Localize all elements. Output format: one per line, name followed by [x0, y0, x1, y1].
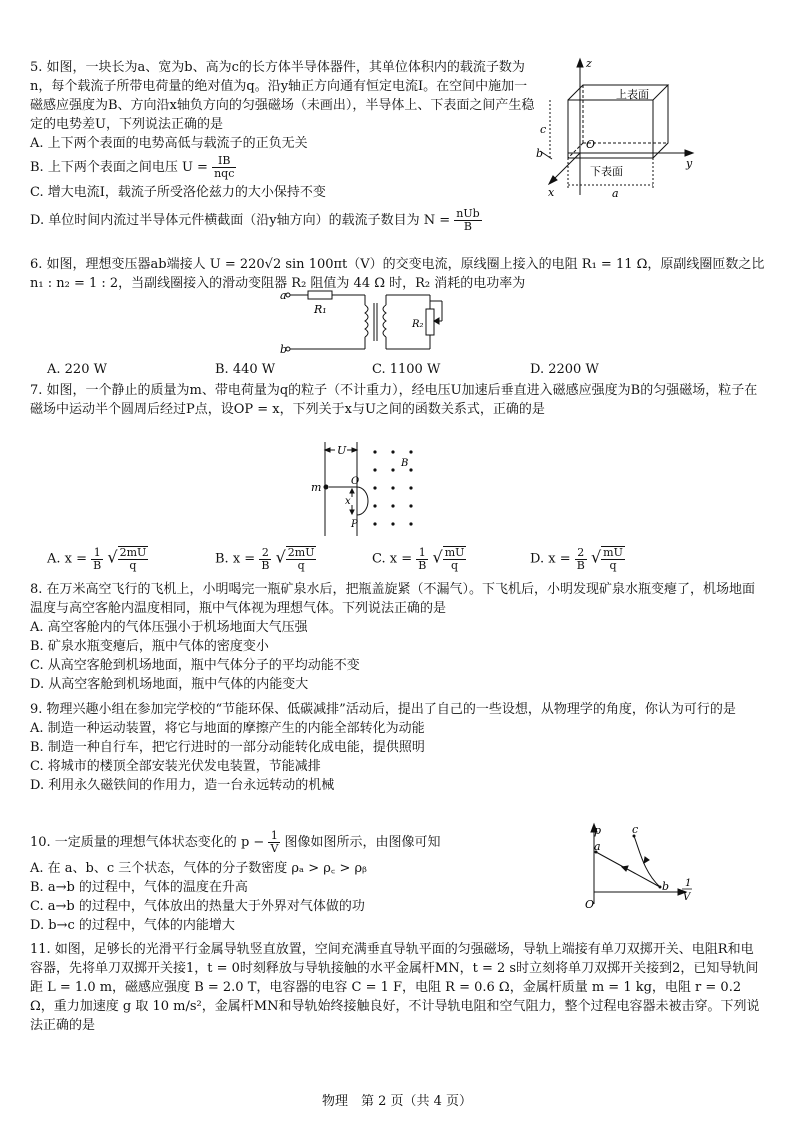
- label-x: x: [548, 186, 555, 199]
- option-c: C. 将城市的楼顶全部安装光伏发电装置，节能减排: [30, 759, 321, 774]
- fraction-denominator: q: [297, 559, 305, 572]
- sqrt-icon: √: [107, 547, 118, 567]
- question-11: [30, 940, 765, 1035]
- option-c: C. 增大电流I，载流子所受洛伦兹力的大小保持不变: [30, 185, 326, 200]
- option-label: C. x =: [372, 551, 413, 567]
- sqrt-icon: √: [432, 547, 443, 567]
- stem-suffix: 图像如图所示，由图像可知: [284, 835, 441, 850]
- page-footer: 物理 第 2 页（共 4 页）: [321, 1094, 473, 1109]
- option-d: [530, 546, 625, 572]
- label-b: b: [280, 343, 288, 356]
- option-a: A. 制造一种运动装置，将它与地面的摩擦产生的内能全部转化为动能: [30, 721, 425, 736]
- label-c: c: [632, 823, 639, 836]
- root-fraction: [286, 546, 317, 572]
- option-d: D. b→c 的过程中，气体的内能增大: [30, 918, 235, 933]
- option-b: B. 矿泉水瓶变瘪后，瓶中气体的密度变小: [30, 639, 269, 654]
- label-b: b: [536, 147, 544, 160]
- option-d: [30, 208, 535, 233]
- question-8: [30, 580, 765, 694]
- label-u: U: [337, 444, 347, 457]
- option-label: D. x =: [530, 551, 571, 567]
- fraction-denominator: B: [463, 220, 472, 233]
- fraction-denominator: B: [261, 558, 270, 572]
- coef-fraction: [91, 547, 103, 572]
- root-fraction: [118, 546, 149, 572]
- label-p: p: [594, 824, 602, 837]
- fraction-denominator: B: [418, 558, 427, 572]
- label-o: O: [351, 476, 360, 487]
- stem-fraction: [268, 830, 280, 855]
- option-d-fraction: [454, 208, 481, 233]
- fraction-numerator: 1: [91, 547, 103, 560]
- root-fraction: [601, 546, 625, 572]
- question-10: [30, 830, 570, 935]
- option-b: B. a→b 的过程中，气体的温度在升高: [30, 880, 248, 895]
- fraction-denominator: B: [93, 558, 102, 572]
- fraction-denominator: q: [129, 559, 137, 572]
- fraction-numerator: mU: [444, 546, 465, 559]
- option-a: A. 在 a、b、c 三个状态，气体的分子数密度 ρₐ > ρ꜀ > ρᵦ: [30, 861, 367, 876]
- fraction-denominator: V: [270, 842, 279, 855]
- option-c: C. 从高空客舱到机场地面，瓶中气体分子的平均动能不变: [30, 658, 360, 673]
- fraction-numerator: 1: [268, 830, 280, 843]
- fraction-numerator: 1: [416, 547, 428, 560]
- label-origin: O: [585, 898, 595, 911]
- fraction-numerator: mU: [603, 546, 623, 559]
- option-d-label: D. 单位时间内流过半导体元件横截面（沿y轴方向）的载流子数目为 N =: [30, 213, 451, 228]
- figure-q10-p-inverse-v-graph: [582, 822, 707, 914]
- fraction-denominator: q: [609, 559, 617, 572]
- fraction-numerator: 2: [575, 547, 587, 560]
- question-9: [30, 700, 765, 795]
- fraction-numerator: 2: [259, 547, 271, 560]
- option-d: D. 2200 W: [530, 362, 599, 377]
- option-b: B. 440 W: [215, 362, 276, 377]
- label-p: P: [351, 519, 358, 530]
- option-b-fraction: [212, 155, 236, 180]
- label-a: a: [594, 840, 601, 853]
- label-m: m: [311, 481, 322, 494]
- coef-fraction: [259, 547, 271, 572]
- fraction-numerator: 2mU: [287, 546, 315, 559]
- label-b: B: [401, 458, 409, 469]
- coef-fraction: [575, 547, 587, 572]
- option-d: D. 利用永久磁铁间的作用力，造一台永远转动的机械: [30, 778, 335, 793]
- sqrt-icon: √: [590, 547, 602, 567]
- fraction-numerator: 2mU: [119, 546, 147, 559]
- sqrt-icon: √: [275, 547, 286, 567]
- question-stem: 9. 物理兴趣小组在参加完学校的“节能环保、低碳减排”活动后，提出了自己的一些设想，从物理学的角度，你认为可行的是: [30, 702, 736, 717]
- option-b: B. 制造一种自行车，把它行进时的一部分动能转化成电能，提供照明: [30, 740, 425, 755]
- label-a: a: [280, 289, 287, 302]
- fraction-denominator: B: [576, 558, 585, 572]
- label-origin: O: [586, 138, 596, 151]
- question-stem: 6. 如图，理想变压器ab端接人 U = 220√2 sin 100πt（V）的交变电流，原线圈上接入的电阻 R₁ = 11 Ω，原副线圈匝数之比 n₁ : n₂ = 1 : 2，当副线圈接入的滑动变阻器 R₂ 阻值为 44 Ω 时，R₂ 消耗的电功率为: [30, 257, 765, 291]
- label-a: a: [612, 187, 619, 200]
- option-b-label: B. 上下两个表面之间电压 U =: [30, 160, 208, 175]
- option-b: [215, 546, 316, 572]
- option-label: B. x =: [215, 551, 256, 567]
- figure-q6-transformer: [280, 285, 465, 357]
- label-top-surface: 上表面: [616, 88, 649, 101]
- question-7: [30, 381, 765, 419]
- fraction-numerator: IB: [212, 155, 236, 168]
- fraction-numerator: nUb: [456, 207, 480, 220]
- label-c: c: [540, 123, 547, 136]
- fraction-denominator: q: [451, 559, 459, 572]
- label-b: b: [662, 880, 670, 893]
- axis-numerator: 1: [685, 878, 692, 889]
- label-r2: R₂: [412, 319, 424, 330]
- coef-fraction: [416, 547, 428, 572]
- option-a: A. 高空客舱内的气体压强小于机场地面大气压强: [30, 620, 308, 635]
- question-stem: 7. 如图，一个静止的质量为m、带电荷量为q的粒子（不计重力），经电压U加速后垂直进入磁感应强度为B的匀强磁场，粒子在磁场中运动半个圆周后经过P点，设OP = x，下列关于x与U之间的函数关系式，正确的是: [30, 383, 758, 417]
- figure-q7-magnetic-field: [305, 440, 435, 540]
- root-fraction: [443, 546, 467, 572]
- figure-q5-semiconductor-block: [528, 55, 703, 205]
- question-stem: 5. 如图，一块长为a、宽为b、高为c的长方体半导体器件，其单位体积内的载流子数为n，每个载流子所带电荷量的绝对值为q。沿y轴正方向通有恒定电流I。在空间中施加一磁感应强度为B、方向沿x轴负方向的匀强磁场（未画出），半导体上、下表面之间产生稳定的电势差U，下列说法正确的是: [30, 60, 535, 132]
- question-stem: 8. 在万米高空飞行的飞机上，小明喝完一瓶矿泉水后，把瓶盖旋紧（不漏气）。下飞机后，小明发现矿泉水瓶变瘪了，机场地面温度与高空客舱内温度相同，瓶中气体视为理想气体。下列说法正确的是: [30, 582, 756, 616]
- option-label: A. x =: [47, 551, 88, 567]
- option-a: A. 上下两个表面的电势高低与载流子的正负无关: [30, 136, 308, 151]
- label-y: y: [686, 157, 693, 170]
- label-z: z: [586, 57, 592, 70]
- question-stem: [30, 830, 570, 855]
- label-x: x: [345, 496, 351, 507]
- option-c: C. 1100 W: [372, 362, 441, 377]
- fraction-denominator: nqc: [214, 167, 235, 180]
- question-stem: 11. 如图，足够长的光滑平行金属导轨竖直放置，空间充满垂直导轨平面的匀强磁场，导轨上端接有单刀双掷开关、电阻R和电容器，先将单刀双掷开关接1，t = 0时刻释放与导轨接触的水平金属杆MN，t = 2 s时立刻将单刀双掷开关接到2，已知导轨间距 L = 1.0 m，磁感应强度 B = 2.0 T，电容器的电容 C = 1 F，电阻 R = 0.6 Ω，金属杆质量 m = 1 kg，电阻 r = 0.2 Ω，重力加速度 g 取 10 m/s²，金属杆MN和导轨始终接触良好，不计导轨电阻和空气阻力，整个过程电容器未被击穿。下列说法正确的是: [30, 942, 760, 1033]
- option-a: A. 220 W: [47, 362, 107, 377]
- option-c: C. a→b 的过程中，气体放出的热量大于外界对气体做的功: [30, 899, 365, 914]
- question-5: [30, 58, 535, 233]
- axis-denominator: V: [683, 892, 691, 903]
- option-b: [30, 155, 535, 180]
- option-a: [47, 546, 148, 572]
- option-c: [372, 546, 466, 572]
- label-bottom-surface: 下表面: [590, 165, 623, 178]
- option-d: D. 从高空客舱到机场地面，瓶中气体的内能变大: [30, 677, 309, 692]
- stem-prefix: 10. 一定质量的理想气体状态变化的 p −: [30, 835, 265, 850]
- label-r1: R₁: [314, 303, 327, 316]
